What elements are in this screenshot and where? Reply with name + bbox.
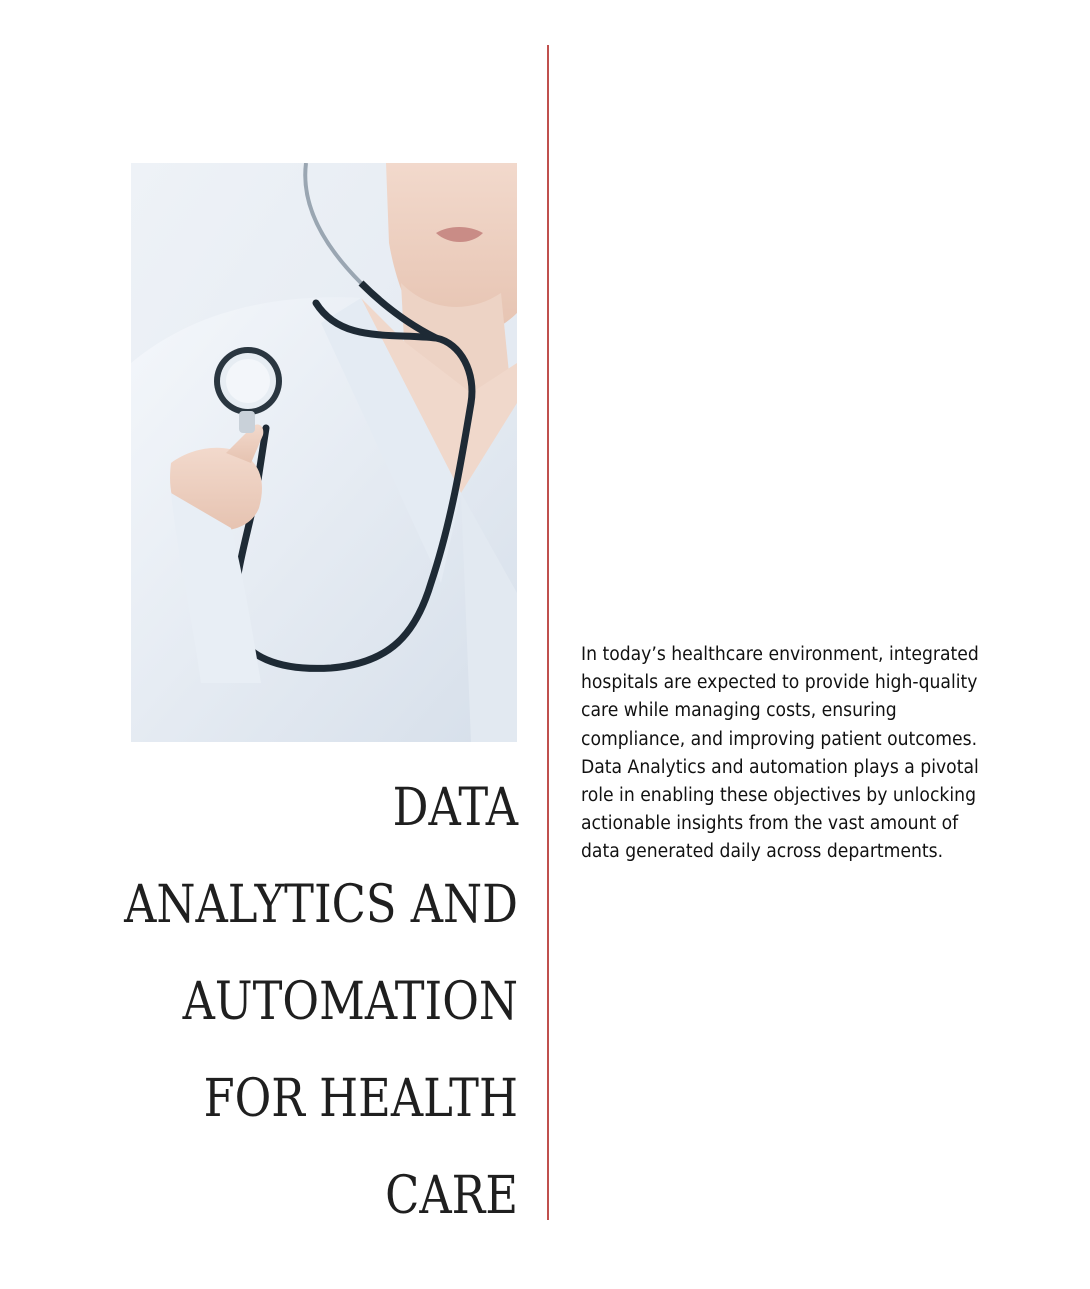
vertical-divider <box>547 45 549 1220</box>
abstract-line: compliance, and improving patient outcomes. <box>581 728 978 750</box>
title-line: CARE <box>385 1166 518 1226</box>
abstract-line: In today’s healthcare environment, integrated <box>581 644 979 665</box>
abstract-line: hospitals are expected to provide high-quality <box>581 672 978 694</box>
abstract-line: Data Analytics and automation plays a pivotal <box>581 756 979 778</box>
abstract-line: data generated daily across departments. <box>581 841 944 863</box>
doctor-stethoscope-illustration <box>131 163 517 742</box>
document-title <box>20 760 518 1245</box>
title-line: AUTOMATION <box>182 972 518 1032</box>
abstract-line: care while managing costs, ensuring <box>581 700 897 722</box>
abstract-line: role in enabling these objectives by unlocking <box>581 785 976 807</box>
abstract-line: actionable insights from the vast amount of <box>581 813 959 835</box>
title-line: ANALYTICS AND <box>124 875 519 935</box>
title-line: DATA <box>392 778 518 838</box>
abstract-paragraph <box>581 641 1021 867</box>
title-line: FOR HEALTH <box>203 1069 518 1129</box>
doctor-stethoscope-photo <box>131 163 517 742</box>
